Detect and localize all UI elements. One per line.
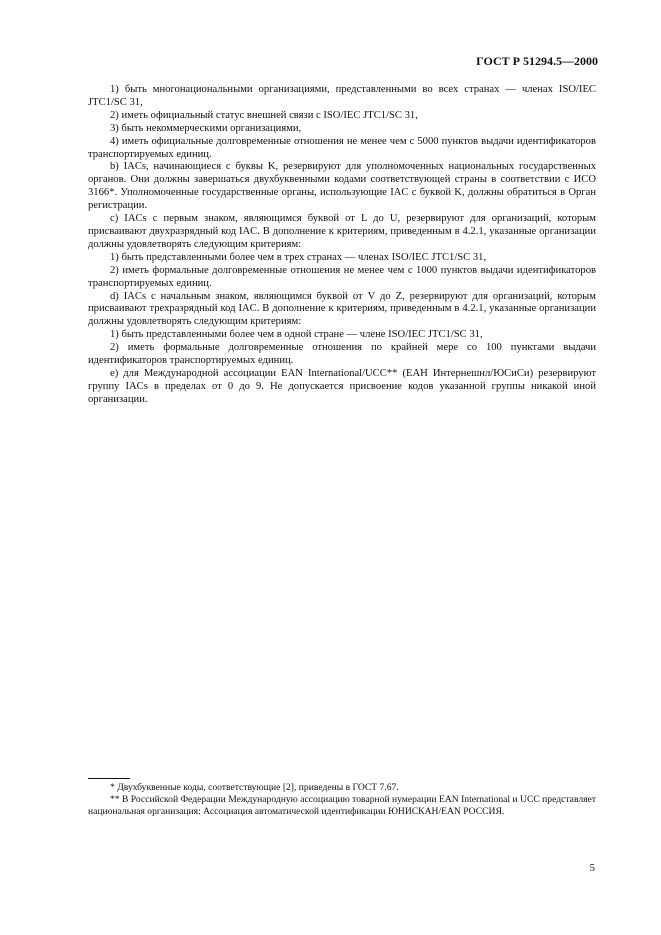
criterion-paragraph: 2) иметь официальный статус внешней связи с ISO/IEC JTC1/SC 31, bbox=[110, 109, 418, 121]
criterion-paragraph: 2) иметь формальные долговременные отношения по крайней мере со 100 пунктами выдачи идентификаторов транспортируемых единиц. bbox=[88, 342, 596, 367]
criterion-paragraph: 2) иметь формальные долговременные отношения не менее чем с 1000 пунктов выдачи идентификаторов транспортируемых единиц. bbox=[88, 264, 596, 289]
footnote-rule bbox=[88, 778, 130, 779]
footnote: ** В Российской Федерации Международную ассоциацию товарной нумерации EAN International и UCC представляет национальная организация: Ассоциация автоматической идентификации ЮНИСКАН/EAN РОССИЯ. bbox=[88, 794, 596, 817]
section-c-paragraph: c) IACs с первым знаком, являющимся буквой от L до U, резервируют для организаций, которым присваивают двухразрядный код IAC. В дополнение к критериям, приведенным в 4.2.1, указанные организации должны удовлетворять следующим критериям: bbox=[88, 213, 596, 250]
section-b-paragraph: b) IACs, начинающиеся с буквы K, резервируют для уполномоченных национальных государственных органов. Они должны завершаться двухбуквенными кодами соответствующей страны в соответствии с ИСО 3166*. Уполномоченные государственные органы, использующие IAC с буквой K, должны обратиться в Орган регистрации. bbox=[88, 161, 596, 212]
footnote: * Двухбуквенные коды, соответствующие [2], приведены в ГОСТ 7.67. bbox=[110, 782, 399, 793]
criterion-paragraph: 4) иметь официальные долговременные отношения не менее чем с 5000 пунктов выдачи идентификаторов транспортируемых единиц. bbox=[88, 135, 596, 160]
document-header: ГОСТ Р 51294.5—2000 bbox=[476, 54, 598, 68]
section-d-paragraph: d) IACs с начальным знаком, являющимся буквой от V до Z, резервируют для организаций, которым присваивают трехразрядный код IAC. В дополнение к критериям, приведенным в 4.2.1, указанные организации должны удовлетворять следующим критериям: bbox=[88, 290, 596, 328]
criterion-paragraph: 1) быть представленными более чем в одной стране — члене ISO/IEC JTC1/SC 31, bbox=[110, 329, 483, 341]
page-number: 5 bbox=[589, 862, 595, 874]
body-text bbox=[88, 84, 596, 407]
section-e-paragraph: e) для Международной ассоциации EAN International/UCC** (ЕАН Интернешнл/ЮСиСи) резервируют группу IACs в пределах от 0 до 9. Не допускается присвоение кодов указанной группы никакой иной организации. bbox=[88, 367, 596, 405]
footnotes bbox=[88, 778, 596, 818]
criterion-paragraph: 1) быть представленными более чем в трех странах — членах ISO/IEC JTC1/SC 31, bbox=[110, 251, 487, 263]
criterion-paragraph: 1) быть многонациональными организациями, представленными во всех странах — членах ISO/IEC JTC1/SC 31, bbox=[88, 84, 596, 108]
criterion-paragraph: 3) быть некоммерческими организациями, bbox=[110, 122, 302, 134]
